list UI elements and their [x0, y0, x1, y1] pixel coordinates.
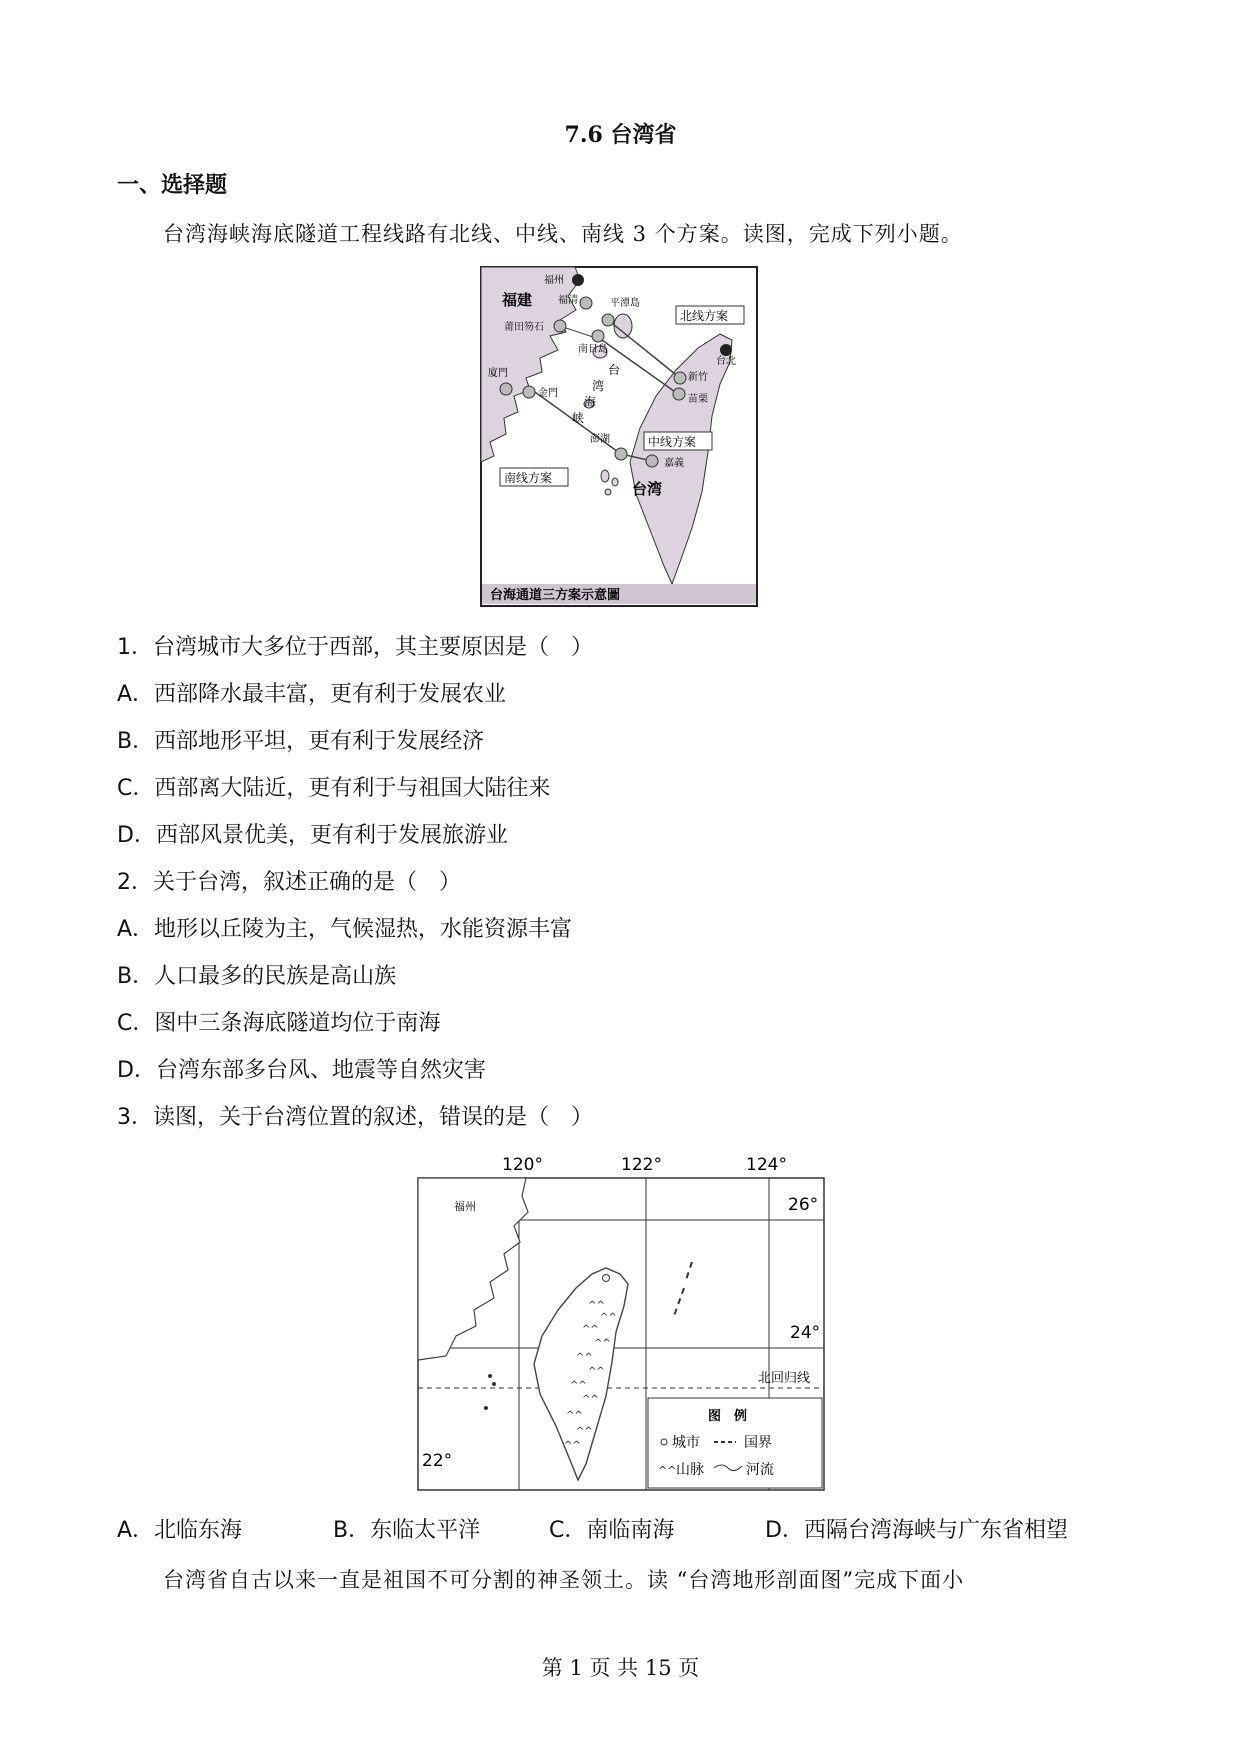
lon-122: 122°	[621, 1155, 662, 1175]
map1-caption: 台海通道三方案示意圖	[490, 588, 621, 603]
label-strait-3: 海	[584, 395, 597, 409]
svg-text:^^: ^^	[566, 1410, 583, 1421]
label-strait-4: 峡	[572, 411, 585, 425]
taiwan-location-map	[416, 1150, 826, 1493]
svg-text:^^: ^^	[564, 1440, 581, 1451]
tunnel-schemes-map	[480, 266, 758, 607]
legend-city: 城市	[672, 1435, 700, 1451]
q1-option-d: D．西部风景优美，更有利于发展旅游业	[117, 823, 508, 848]
q2-option-a: A．地形以丘陵为主，气候湿热，水能资源丰富	[117, 917, 573, 942]
section-heading: 一、选择题	[117, 173, 228, 198]
svg-text:^^: ^^	[594, 1338, 611, 1349]
svg-text:^^: ^^	[582, 1394, 599, 1405]
svg-text:^^: ^^	[576, 1352, 593, 1363]
q3-option-a: A．北临东海	[117, 1518, 243, 1543]
q3-option-d: D．西隔台湾海峡与广东省相望	[765, 1518, 1068, 1543]
label-strait-1: 台	[608, 363, 621, 377]
svg-text:^^: ^^	[588, 1300, 605, 1311]
label-taiwan: 台湾	[632, 480, 663, 498]
lat-22: 22°	[422, 1451, 453, 1471]
svg-text:^^: ^^	[658, 1464, 677, 1477]
q1-stem: 1．台湾城市大多位于西部，其主要原因是（ ）	[117, 635, 593, 660]
label-putian: 莆田笏石	[504, 322, 544, 333]
page-footer: 第 1 页 共 15 页	[541, 1656, 700, 1680]
label-north-scheme: 北线方案	[680, 309, 729, 323]
label-jiayi: 嘉義	[664, 458, 684, 469]
q1-option-a: A．西部降水最丰富，更有利于发展农业	[117, 682, 507, 707]
label-pingtan: 平潭島	[610, 298, 640, 309]
lon-120: 120°	[502, 1155, 543, 1175]
q3-option-c: C．南临南海	[549, 1518, 675, 1543]
q2-option-c: C．图中三条海底隧道均位于南海	[117, 1011, 441, 1036]
label-middle-scheme: 中线方案	[648, 435, 697, 449]
legend-border: 国界	[744, 1435, 772, 1451]
label-south-scheme: 南线方案	[504, 471, 553, 485]
label-nanri: 南日島	[578, 344, 608, 355]
label-jinmen: 金門	[538, 388, 558, 399]
svg-text:^^: ^^	[600, 1312, 617, 1323]
lat-24: 24°	[790, 1323, 821, 1343]
label-fuqing: 福清	[558, 295, 578, 306]
map2-fuzhou: 福州	[454, 1200, 476, 1213]
label-fuzhou: 福州	[544, 275, 564, 286]
legend-mountain: 山脉	[676, 1462, 704, 1478]
lon-124: 124°	[746, 1155, 787, 1175]
label-xiamen: 廈門	[488, 368, 508, 379]
label-xinzhu: 新竹	[688, 372, 708, 383]
tropic-label: 北回归线	[758, 1371, 811, 1386]
q2-stem: 2．关于台湾，叙述正确的是（ ）	[117, 870, 461, 895]
q2-option-b: B．人口最多的民族是高山族	[117, 964, 397, 989]
svg-text:^^: ^^	[570, 1380, 587, 1391]
label-strait-2: 湾	[592, 379, 605, 393]
lat-26: 26°	[788, 1195, 819, 1215]
intro-paragraph-2: 台湾省自古以来一直是祖国不可分割的神圣领土。读 “台湾地形剖面图”完成下面小	[163, 1568, 965, 1592]
q1-option-c: C．西部离大陆近，更有利于与祖国大陆往来	[117, 776, 551, 801]
svg-text:^^: ^^	[576, 1426, 593, 1437]
label-taibei: 台北	[716, 356, 736, 367]
label-fujian: 福建	[502, 291, 533, 309]
q3-stem: 3．读图，关于台湾位置的叙述，错误的是（ ）	[117, 1105, 593, 1130]
q1-option-b: B．西部地形平坦，更有利于发展经济	[117, 729, 485, 754]
svg-text:^^: ^^	[588, 1366, 605, 1377]
legend-river: 河流	[746, 1462, 774, 1478]
label-miaoli: 苗栗	[688, 394, 708, 405]
svg-text:^^: ^^	[582, 1324, 599, 1335]
page-title: 7.6 台湾省	[564, 122, 677, 148]
intro-paragraph: 台湾海峡海底隧道工程线路有北线、中线、南线 3 个方案。读图，完成下列小题。	[163, 222, 963, 246]
q3-option-b: B．东临太平洋	[333, 1518, 481, 1543]
legend-title: 图 例	[708, 1409, 748, 1424]
q2-option-d: D．台湾东部多台风、地震等自然灾害	[117, 1058, 486, 1083]
label-penghu: 澎湖	[590, 434, 610, 445]
